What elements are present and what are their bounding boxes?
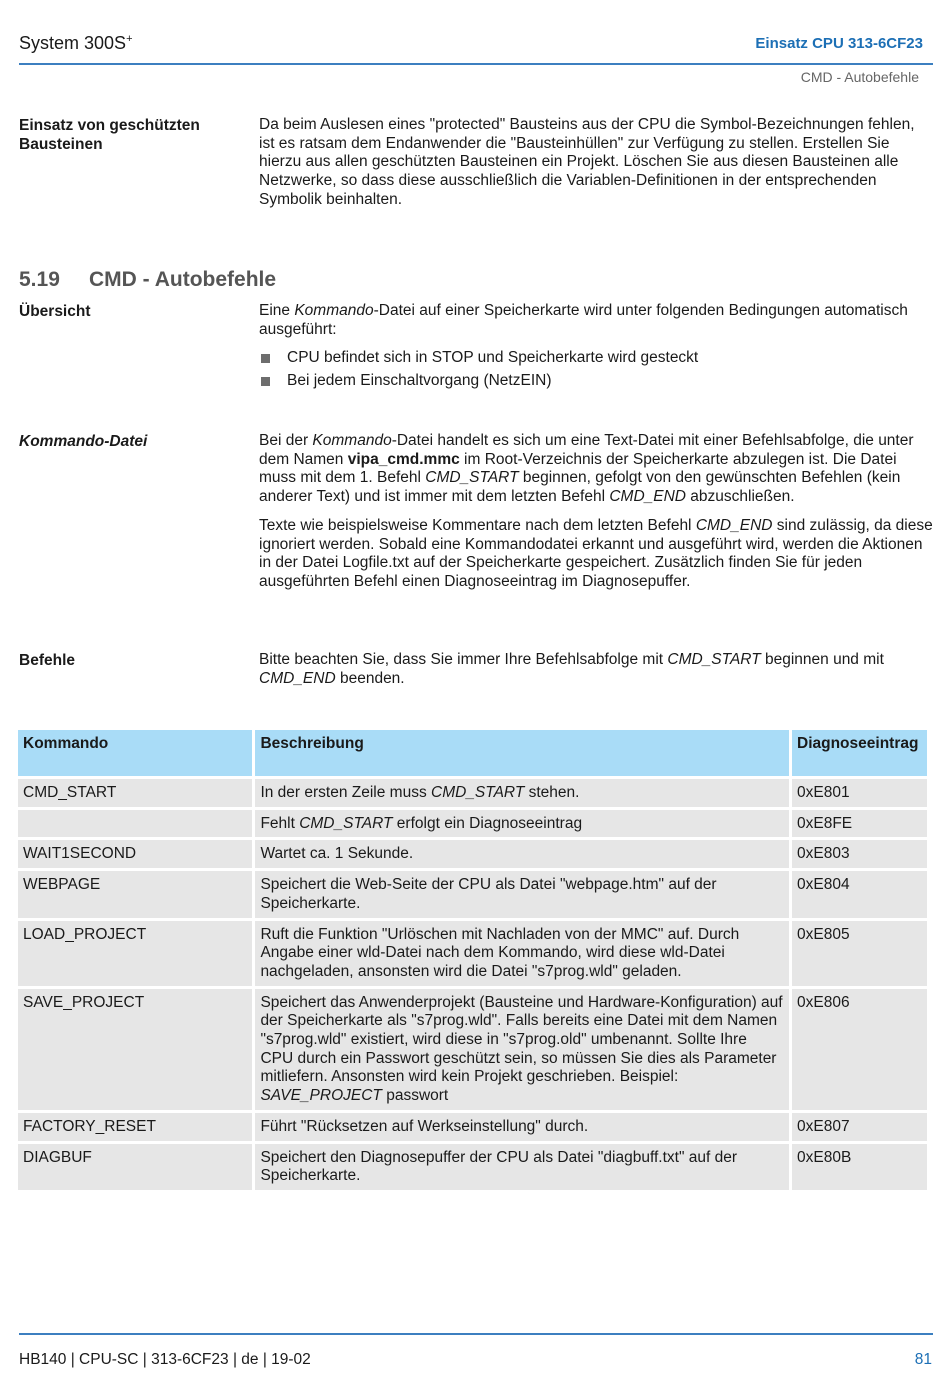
table-row <box>18 1113 927 1141</box>
cell-beschreibung: Speichert das Anwenderprojekt (Bausteine und Hardware-Konfiguration) auf der Speicherkarte als "s7prog.wld". Falls bereits eine Datei mit dem Namen "s7prog.wld" existiert, wird diese in "s7prog.old" umbenannt. Sollte Ihre CPU durch ein Passwort geschützt sein, so müssen Sie dies als Parameter mitliefern. Ansonsten wird kein Projekt geschrieben. Beispiel: SAVE_PROJECT passwort <box>255 989 789 1110</box>
footer-document-id: HB140 | CPU-SC | 313-6CF23 | de | 19-02 <box>19 1351 311 1368</box>
cell-diagnoseeintrag: 0xE807 <box>792 1113 927 1141</box>
section-subheading: CMD - Autobefehle <box>800 69 919 85</box>
side-label-befehle: Befehle <box>19 652 75 669</box>
section-title: CMD - Autobefehle <box>89 268 277 291</box>
chapter-title: Einsatz CPU 313-6CF23 <box>755 35 923 52</box>
cell-diagnoseeintrag: 0xE805 <box>792 921 927 986</box>
side-label-protected: Einsatz von geschützten Bausteinen <box>19 117 200 153</box>
cell-beschreibung: Speichert die Web-Seite der CPU als Datei "webpage.htm" auf der Speicherkarte. <box>255 871 789 917</box>
cell-kommando: FACTORY_RESET <box>18 1113 252 1141</box>
title-superscript: + <box>126 33 133 45</box>
cell-diagnoseeintrag: 0xE801 <box>792 779 927 807</box>
cell-kommando: WEBPAGE <box>18 871 252 917</box>
cell-beschreibung: Führt "Rücksetzen auf Werkseinstellung" durch. <box>255 1113 789 1141</box>
kommando-datei-text <box>259 432 933 602</box>
cell-kommando: DIAGBUF <box>18 1144 252 1190</box>
section-number: 5.19 <box>19 268 60 291</box>
table-header-row <box>18 730 927 776</box>
column-header-beschreibung: Beschreibung <box>255 730 789 776</box>
cell-beschreibung: Ruft die Funktion "Urlöschen mit Nachladen von der MMC" auf. Durch Angabe einer wld-Datei nach dem Kommando, wird diese wld-Datei nachgeladen, ansonsten wird die Datei "s7prog.wld" geladen. <box>255 921 789 986</box>
cell-kommando: WAIT1SECOND <box>18 840 252 868</box>
cell-diagnoseeintrag: 0xE806 <box>792 989 927 1110</box>
table-row <box>18 810 927 838</box>
table-row <box>18 1144 927 1190</box>
overview-text: Eine Kommando-Datei auf einer Speicherkarte wird unter folgenden Bedingungen automatisch ausgeführt: CPU befindet sich in STOP und Speicherkarte wird gesteckt Bei jedem Einschaltvorgang (NetzEIN) <box>259 302 933 395</box>
condition-list <box>259 349 933 390</box>
cell-beschreibung: Speichert den Diagnosepuffer der CPU als Datei "diagbuff.txt" auf der Speicherkarte. <box>255 1144 789 1190</box>
cell-beschreibung: In der ersten Zeile muss CMD_START stehen. <box>255 779 789 807</box>
table-row <box>18 871 927 917</box>
page-number: 81 <box>914 1351 932 1368</box>
table-row <box>18 779 927 807</box>
header-divider <box>19 63 933 65</box>
cell-kommando <box>18 810 252 838</box>
paragraph: Bei der Kommando-Datei handelt es sich um eine Text-Datei mit einer Befehlsabfolge, die unter dem Namen vipa_cmd.mmc im Root-Verzeichnis der Speicherkarte abzulegen ist. Die Datei muss mit dem 1. Befehl CMD_START beginnen, gefolgt von den gewünschten Befehlen (kein anderer Text) und ist immer mit dem letzten Befehl CMD_END abzuschließen. <box>259 432 914 506</box>
section-heading <box>19 268 276 292</box>
command-table <box>15 727 930 1193</box>
cell-kommando: CMD_START <box>18 779 252 807</box>
table-row <box>18 921 927 986</box>
cell-diagnoseeintrag: 0xE8FE <box>792 810 927 838</box>
side-label-overview: Übersicht <box>19 303 91 320</box>
column-header-diagnose: Diagnoseeintrag <box>792 730 927 776</box>
cell-beschreibung: Wartet ca. 1 Sekunde. <box>255 840 789 868</box>
cell-kommando: LOAD_PROJECT <box>18 921 252 986</box>
paragraph: Texte wie beispielsweise Kommentare nach dem letzten Befehl CMD_END sind zulässig, da diese ignoriert werden. Sobald eine Kommandodatei erkannt und ausgeführt wird, werden die Aktionen in der Datei Logfile.txt auf der Speicherkarte gespeichert. Zusätzlich finden Sie für jeden ausgeführten Befehl einen Diagnoseeintrag im Diagnosepuffer. <box>259 516 933 590</box>
cell-kommando: SAVE_PROJECT <box>18 989 252 1110</box>
protected-text: Da beim Auslesen eines "protected" Bausteins aus der CPU die Symbol-Bezeichnungen fehlen, ist es ratsam dem Endanwender die "Bausteinhüllen" zur Verfügung zu stellen. Erstellen Sie hierzu aus allen geschützten Bausteinen ein Projekt. Löschen Sie aus diesen Bausteinen alle Netzwerke, so dass diese ausschließlich die Variablen-Definitionen in der entsprechenden Symbolik beinhalten. <box>259 116 915 208</box>
side-label-kommando-datei: Kommando-Datei <box>19 433 148 450</box>
footer-divider <box>19 1333 933 1335</box>
cell-diagnoseeintrag: 0xE804 <box>792 871 927 917</box>
table-row <box>18 840 927 868</box>
cell-diagnoseeintrag: 0xE803 <box>792 840 927 868</box>
cell-beschreibung: Fehlt CMD_START erfolgt ein Diagnoseeintrag <box>255 810 789 838</box>
table-row <box>18 989 927 1110</box>
list-item: Bei jedem Einschaltvorgang (NetzEIN) <box>259 372 933 391</box>
document-title: System 300S+ <box>19 33 133 53</box>
column-header-kommando: Kommando <box>18 730 252 776</box>
list-item: CPU befindet sich in STOP und Speicherkarte wird gesteckt <box>259 349 933 368</box>
befehle-text: Bitte beachten Sie, dass Sie immer Ihre Befehlsabfolge mit CMD_START beginnen und mit CMD_END beenden. <box>259 651 884 687</box>
cell-diagnoseeintrag: 0xE80B <box>792 1144 927 1190</box>
